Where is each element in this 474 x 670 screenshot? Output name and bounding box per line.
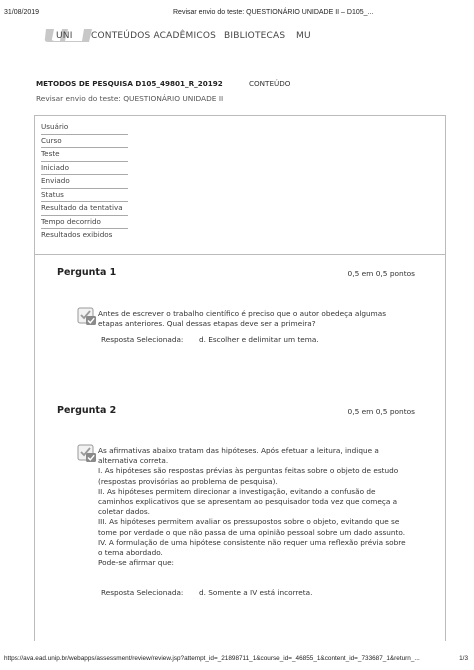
question-2-line: III. As hipóteses permitem avaliar os pressupostos sobre o objeto, evitando que se [98, 517, 400, 527]
nav-item-mu[interactable]: MU [296, 31, 311, 41]
course-header [36, 79, 456, 91]
question-2-response-value: d. Somente a IV está incorreta. [199, 588, 313, 597]
question-1-points: 0,5 em 0,5 pontos [347, 269, 415, 278]
question-2-line: caminhos explicativos que se apresentam ao pesquisador toda vez que começa a [98, 497, 398, 507]
print-header [0, 9, 474, 21]
question-2-line: o tema abordado. [98, 548, 163, 558]
course-title[interactable]: METODOS DE PESQUISA D105_49801_R_20192 [36, 79, 223, 88]
question-2-line: (respostas provisórias ao problema de pesquisa). [98, 476, 278, 486]
question-1-text [98, 309, 418, 329]
nav-item-conteudos-academicos[interactable]: CONTEÚDOS ACADÊMICOS [91, 31, 217, 41]
info-label-status: Status [41, 189, 128, 203]
question-2-heading: Pergunta 2 [57, 405, 117, 416]
question-2-line: IV. A formulação de uma hipótese consistente não requer uma reflexão prévia sobre [98, 537, 406, 547]
correct-check-icon [77, 307, 97, 326]
correct-check-icon [77, 444, 97, 463]
info-label-resultados-exibidos: Resultados exibidos [41, 230, 113, 239]
tab-conteudo[interactable]: CONTEÚDO [249, 79, 291, 88]
review-panel [34, 115, 446, 641]
attempt-info-list [41, 121, 128, 243]
nav-item-bibliotecas[interactable]: BIBLIOTECAS [224, 31, 286, 41]
info-label-resultado: Resultado da tentativa [41, 202, 128, 216]
top-navigation [0, 24, 474, 50]
info-label-enviado: Enviado [41, 175, 128, 189]
question-1-line: etapas anteriores. Qual dessas etapas deve ser a primeira? [98, 319, 316, 329]
question-2-line: Pode-se afirmar que: [98, 558, 175, 568]
question-2-line: coletar dados. [98, 507, 150, 517]
question-1-line: Antes de escrever o trabalho científico é preciso que o autor obedeça algumas [98, 309, 387, 318]
print-date: 31/08/2019 [4, 9, 40, 16]
question-2-line: I. As hipóteses são respostas prévias às perguntas feitas sobre o objeto de estudo [98, 466, 399, 476]
question-2-line: As afirmativas abaixo tratam das hipóteses. Após efetuar a leitura, indique a [98, 446, 379, 455]
question-2-points: 0,5 em 0,5 pontos [347, 407, 415, 416]
print-footer [0, 655, 474, 667]
print-page-number: 1/3 [459, 655, 468, 662]
info-label-usuario: Usuário [41, 121, 128, 135]
question-2-line: II. As hipóteses permitem direcionar a investigação, evitando a confusão de [98, 486, 376, 496]
question-2-response-label: Resposta Selecionada: [101, 588, 184, 597]
question-1-response-label: Resposta Selecionada: [101, 335, 184, 344]
question-2-line: tome por verdade o que não passa de uma opinião pessoal sobre um dado assunto. [98, 527, 406, 537]
print-url: https://ava.ead.unip.br/webapps/assessment/review/review.jsp?attempt_id=_21898711_1&course_id=_46855_1&content_id=_733687_1&return_... [4, 655, 420, 662]
question-2-text [98, 446, 418, 568]
question-2-line: alternativa correta. [98, 456, 169, 466]
nav-item-uni[interactable]: UNI [56, 31, 73, 41]
section-divider [35, 254, 445, 255]
breadcrumb: Revisar envio do teste: QUESTIONÁRIO UNIDADE II [36, 94, 224, 103]
info-label-curso: Curso [41, 135, 128, 149]
question-1-response-value: d. Escolher e delimitar um tema. [199, 335, 319, 344]
info-label-teste: Teste [41, 148, 128, 162]
print-page-title: Revisar envio do teste: QUESTIONÁRIO UNIDADE II – D105_... [173, 9, 374, 16]
info-label-tempo: Tempo decorrido [41, 216, 128, 230]
info-label-iniciado: Iniciado [41, 162, 128, 176]
question-1-heading: Pergunta 1 [57, 267, 117, 278]
